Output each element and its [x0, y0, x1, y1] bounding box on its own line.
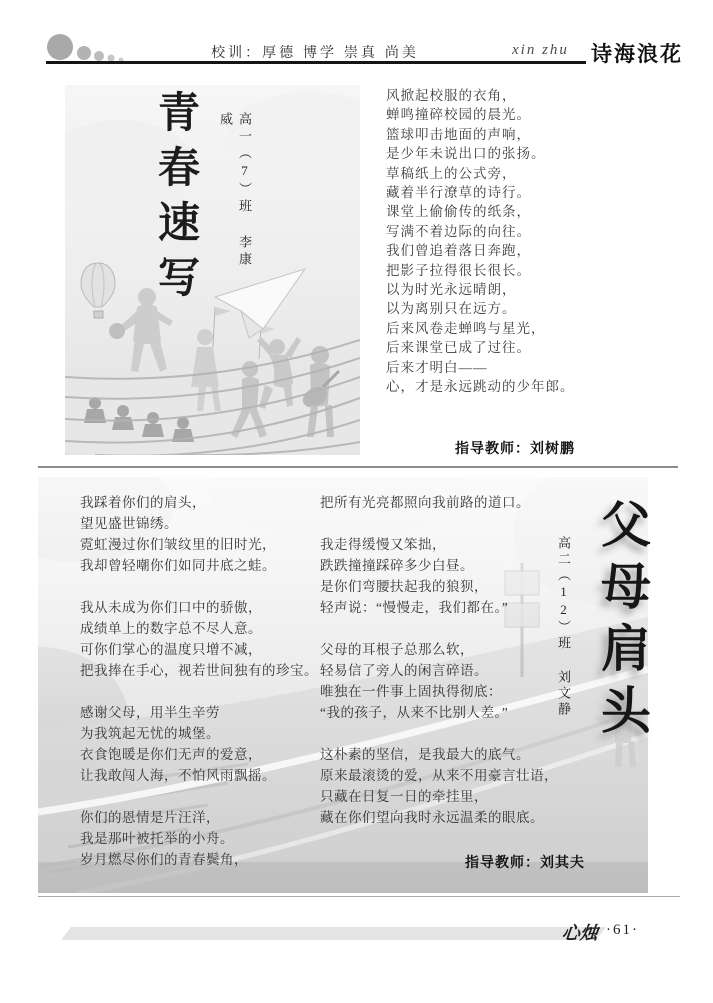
poem-author-youth: 高一（7）班 李康威	[218, 112, 252, 269]
teacher-credit-parents: 指导教师：刘其夫	[465, 854, 585, 870]
poem-line: 感谢父母，用半生辛劳	[80, 705, 220, 720]
poem-title-youth: 青春速写	[152, 90, 201, 310]
poem-line: 跌跌撞撞踩碎多少白昼。	[320, 558, 474, 573]
poem-line: 我从未成为你们口中的骄傲，	[80, 600, 262, 615]
poem-line: 是你们弯腰扶起我的狼狈，	[320, 579, 488, 594]
poem-stanza	[320, 492, 570, 513]
poem-stanza	[80, 492, 325, 576]
poem-title-parents: 父母肩头	[593, 498, 652, 746]
poem-stanza	[80, 597, 325, 681]
poem-line: 这朴素的坚信，是我最大的底气。	[320, 747, 530, 762]
poem-line: 为我筑起无忧的城堡。	[80, 726, 220, 741]
poem-parents-left-column	[80, 492, 325, 891]
poem-stanza	[80, 702, 325, 786]
journal-pinyin: xin zhu	[512, 42, 569, 58]
section-divider	[38, 466, 678, 468]
footer-rule	[38, 896, 680, 897]
poem-parents-right-column	[320, 492, 570, 849]
youth-illustration	[65, 85, 360, 455]
poem-line: 望见盛世锦绣。	[80, 516, 178, 531]
poem-line: 把影子拉得很长很长。	[386, 262, 531, 278]
poem-line: 以为离别只在远方。	[386, 301, 517, 317]
poem-line: 草稿纸上的公式旁，	[386, 165, 517, 181]
poem-line: 是少年未说出口的张扬。	[386, 146, 546, 162]
poem-line: 霓虹漫过你们皱纹里的旧时光，	[80, 537, 276, 552]
poem-line: 写满不着边际的向往。	[386, 223, 531, 239]
section-masthead: 诗海浪花	[591, 42, 683, 66]
poem-line: 成绩单上的数字总不尽人意。	[80, 621, 262, 636]
poem-youth-text	[386, 86, 671, 397]
poem-line: 我却曾轻嘲你们如同井底之蛙。	[80, 558, 276, 573]
poem-line: 只藏在日复一日的牵挂里，	[320, 789, 488, 804]
school-motto: 校训：厚德 博学 崇真 尚美	[211, 44, 419, 60]
poem-line: 让我敢闯人海，不怕风雨飘摇。	[80, 768, 276, 783]
poem-stanza	[80, 807, 325, 870]
poem-line: 心，才是永远跳动的少年郎。	[386, 379, 575, 395]
footer-bar	[61, 927, 606, 940]
poem-line: 蝉鸣撞碎校园的晨光。	[386, 107, 531, 123]
poem-line: 后来课堂已成了过往。	[386, 340, 531, 356]
poem-line: 原来最滚烫的爱，从来不用豪言壮语，	[320, 768, 558, 783]
poem-line: 你们的恩情是片汪洋，	[80, 810, 220, 825]
poem-stanza	[320, 534, 570, 618]
poem-line: 我是那叶被托举的小舟。	[80, 831, 234, 846]
poem-stanza	[320, 639, 570, 723]
poem-line: 我踩着你们的肩头，	[80, 495, 206, 510]
poem-line: 唯独在一件事上固执得彻底：	[320, 684, 502, 699]
poem-line: 父母的耳根子总那么软，	[320, 642, 474, 657]
poem-line: “我的孩子，从来不比别人差。”	[320, 705, 509, 720]
journal-name-script: 心烛	[560, 923, 599, 944]
poem-stanza	[320, 744, 570, 828]
poem-line: 把我捧在手心，视若世间独有的珍宝。	[80, 663, 318, 678]
poem-line: 藏着半行潦草的诗行。	[386, 185, 531, 201]
poem-line: 课堂上偷偷传的纸条，	[386, 204, 531, 220]
poem-line: 岁月燃尽你们的青春鬓角，	[80, 852, 248, 867]
poem-line: 篮球叩击地面的声响，	[386, 126, 531, 142]
poem-line: 可你们掌心的温度只增不减，	[80, 642, 262, 657]
poem-line: 我走得缓慢又笨拙，	[320, 537, 446, 552]
poem-line: 风掀起校服的衣角，	[386, 88, 517, 103]
poem-line: 后来才明白——	[386, 359, 488, 375]
poem-author-parents: 高二（12）班 刘文静	[556, 536, 571, 718]
poem-line: 衣食饱暖是你们无声的爱意，	[80, 747, 262, 762]
poem-line: 我们曾追着落日奔跑，	[386, 243, 531, 259]
teacher-credit-youth: 指导教师：刘树鹏	[455, 440, 575, 456]
poem-line: 藏在你们望向我时永远温柔的眼底。	[320, 810, 544, 825]
poem-line: 把所有光亮都照向我前路的道口。	[320, 495, 530, 510]
poem-line: 以为时光永远晴朗，	[386, 282, 517, 298]
poem-line: 轻声说：“慢慢走，我们都在。”	[320, 600, 509, 615]
poem-line: 轻易信了旁人的闲言碎语。	[320, 663, 488, 678]
poem-line: 后来风卷走蝉鸣与星光，	[386, 320, 546, 336]
page-number: ·61·	[606, 922, 639, 938]
